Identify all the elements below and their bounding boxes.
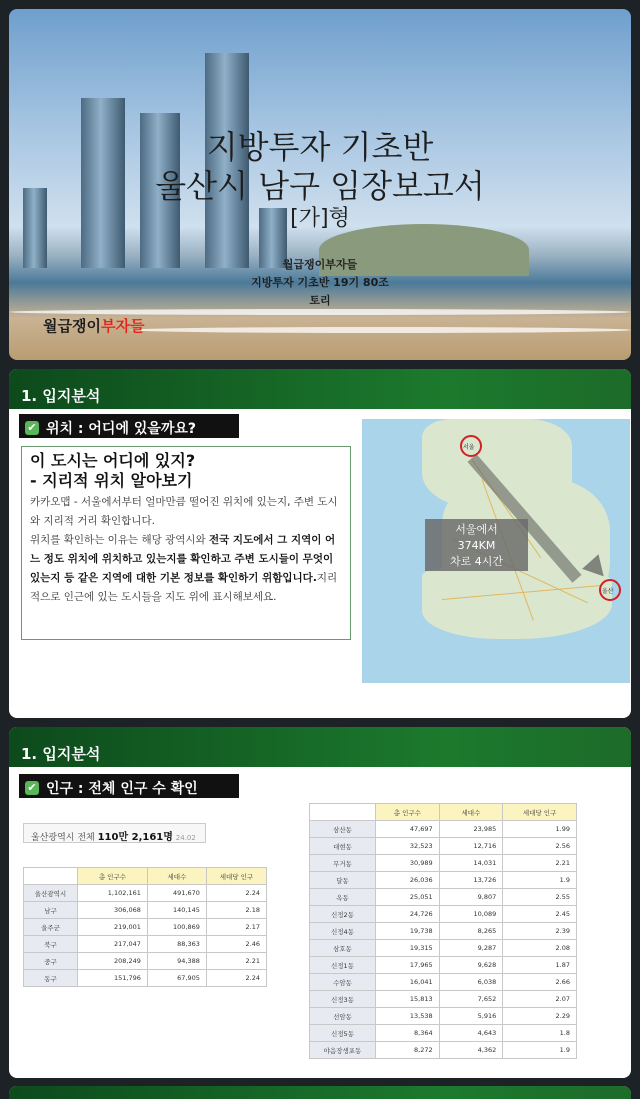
region-name-cell: 신정2동 [310, 906, 376, 923]
value-cell: 9,628 [439, 957, 503, 974]
value-cell: 19,738 [376, 923, 440, 940]
value-cell: 2.24 [206, 885, 266, 902]
value-cell: 7,652 [439, 991, 503, 1008]
column-header: 총 인구수 [376, 804, 440, 821]
table-row [310, 991, 577, 1008]
value-cell: 4,362 [439, 1042, 503, 1059]
value-cell: 15,813 [376, 991, 440, 1008]
value-cell: 8,364 [376, 1025, 440, 1042]
value-cell: 13,538 [376, 1008, 440, 1025]
table-row [310, 821, 577, 838]
region-name-cell: 선암동 [310, 1008, 376, 1025]
region-name-cell: 옥동 [310, 889, 376, 906]
region-name-cell: 중구 [24, 953, 78, 970]
value-cell: 2.07 [503, 991, 577, 1008]
table-row [310, 923, 577, 940]
region-name-cell: 울주군 [24, 919, 78, 936]
table-row [24, 885, 267, 902]
value-cell: 2.66 [503, 974, 577, 991]
value-cell: 2.45 [503, 906, 577, 923]
table-row [310, 957, 577, 974]
location-paragraph-2: 위치를 확인하는 이유는 해당 광역시와 전국 지도에서 그 지역이 어느 정도 위치에 위치하고 있는지를 확인하고 주변 도시들이 무엇이 있는지 등 같은 지역에 대한 기본 정보를 확인하기 위함입니다.지리적으로 인근에 있는 도시들을 지도 위에 표시해보세요. [30, 534, 338, 603]
value-cell: 2.17 [206, 919, 266, 936]
district-population-table [23, 867, 267, 987]
value-cell: 2.29 [503, 1008, 577, 1025]
cover-author-name: 토리 [309, 294, 331, 307]
value-cell: 1.87 [503, 957, 577, 974]
table-row [310, 940, 577, 957]
wave-image [129, 327, 631, 333]
value-cell: 208,249 [78, 953, 148, 970]
region-name-cell: 남구 [24, 902, 78, 919]
table-row [310, 872, 577, 889]
value-cell: 94,388 [147, 953, 206, 970]
table-body [310, 821, 577, 1059]
location-paragraph-1: 카카오맵 - 서울에서부터 얼마만큼 떨어진 위치에 있는지, 주변 도시와 지리적 거리 확인합니다. [30, 496, 338, 527]
section-subheader [19, 774, 239, 798]
region-name-cell: 대현동 [310, 838, 376, 855]
column-header: 세대당 인구 [206, 868, 266, 885]
table-row [310, 1042, 577, 1059]
value-cell: 9,807 [439, 889, 503, 906]
value-cell: 32,523 [376, 838, 440, 855]
value-cell: 1.99 [503, 821, 577, 838]
value-cell: 2.21 [206, 953, 266, 970]
table-row [310, 855, 577, 872]
value-cell: 1.9 [503, 872, 577, 889]
region-name-cell: 수암동 [310, 974, 376, 991]
cover-title-line1: 지방투자 기초반 [206, 128, 434, 166]
table-row [310, 1008, 577, 1025]
value-cell: 2.55 [503, 889, 577, 906]
region-name-cell: 달동 [310, 872, 376, 889]
value-cell: 6,038 [439, 974, 503, 991]
value-cell: 19,315 [376, 940, 440, 957]
value-cell: 151,796 [78, 970, 148, 987]
table-row [24, 936, 267, 953]
location-analysis-slide [9, 369, 631, 718]
value-cell: 8,265 [439, 923, 503, 940]
region-name-cell: 야음장생포동 [310, 1042, 376, 1059]
cover-title-line3: [가]형 [290, 206, 350, 231]
table-row [24, 902, 267, 919]
value-cell: 23,985 [439, 821, 503, 838]
region-name-cell: 북구 [24, 936, 78, 953]
check-icon: ✔ [25, 421, 39, 435]
value-cell: 10,089 [439, 906, 503, 923]
table-row [24, 919, 267, 936]
check-icon: ✔ [25, 781, 39, 795]
location-heading: 이 도시는 어디에 있지? [30, 451, 196, 470]
value-cell: 17,965 [376, 957, 440, 974]
region-name-cell: 신정5동 [310, 1025, 376, 1042]
region-name-cell: 동구 [24, 970, 78, 987]
value-cell: 24,726 [376, 906, 440, 923]
region-name-cell: 신정3동 [310, 991, 376, 1008]
value-cell: 306,068 [78, 902, 148, 919]
value-cell: 47,697 [376, 821, 440, 838]
table-row [310, 1025, 577, 1042]
slide-header: 1. 입지분석 [9, 369, 631, 409]
value-cell: 2.08 [503, 940, 577, 957]
slide-header [9, 1086, 631, 1099]
value-cell: 1,102,161 [78, 885, 148, 902]
location-text-box [21, 446, 351, 640]
value-cell: 2.39 [503, 923, 577, 940]
value-cell: 100,869 [147, 919, 206, 936]
dong-population-table [309, 803, 577, 1059]
population-analysis-slide [9, 727, 631, 1078]
column-header: 총 인구수 [78, 868, 148, 885]
value-cell: 16,041 [376, 974, 440, 991]
value-cell: 219,001 [78, 919, 148, 936]
cover-slide [9, 9, 631, 360]
value-cell: 2.18 [206, 902, 266, 919]
value-cell: 2.21 [503, 855, 577, 872]
table-row [310, 974, 577, 991]
table-row [310, 906, 577, 923]
column-header: 세대수 [147, 868, 206, 885]
value-cell: 12,716 [439, 838, 503, 855]
value-cell: 30,989 [376, 855, 440, 872]
region-name-cell: 신정1동 [310, 957, 376, 974]
value-cell: 1.9 [503, 1042, 577, 1059]
subheader-label: 인구 : 전체 인구 수 확인 [46, 780, 198, 797]
section-subheader [19, 414, 239, 438]
column-header: 세대당 인구 [503, 804, 577, 821]
population-summary: 울산광역시 전체 110만 2,161명 24.02 [23, 823, 206, 843]
region-name-cell: 삼호동 [310, 940, 376, 957]
region-name-cell: 울산광역시 [24, 885, 78, 902]
value-cell: 67,905 [147, 970, 206, 987]
value-cell: 5,916 [439, 1008, 503, 1025]
value-cell: 25,051 [376, 889, 440, 906]
value-cell: 140,145 [147, 902, 206, 919]
value-cell: 217,047 [78, 936, 148, 953]
cover-class-info: 지방투자 기초반 19기 80조 [251, 276, 389, 289]
value-cell: 4,643 [439, 1025, 503, 1042]
value-cell: 2.56 [503, 838, 577, 855]
subheader-label: 위치 : 어디에 있을까요? [46, 420, 197, 437]
column-header: 세대수 [439, 804, 503, 821]
brand-logo: 월급쟁이부자들 [43, 317, 145, 335]
value-cell: 13,726 [439, 872, 503, 889]
value-cell: 26,036 [376, 872, 440, 889]
slide-header: 1. 입지분석 [9, 727, 631, 767]
value-cell: 1.8 [503, 1025, 577, 1042]
table-row [310, 838, 577, 855]
distance-overlay: 서울에서 374KM 차로 4시간 [425, 519, 528, 571]
location-subheading: - 지리적 위치 알아보기 [30, 471, 193, 490]
value-cell: 9,287 [439, 940, 503, 957]
value-cell: 14,031 [439, 855, 503, 872]
cover-author-group: 월급쟁이부자들 [282, 258, 358, 271]
table-row [310, 889, 577, 906]
seoul-marker: 서울 [460, 435, 482, 457]
next-slide-partial [9, 1086, 631, 1099]
value-cell: 8,272 [376, 1042, 440, 1059]
table-body [24, 885, 267, 987]
table-row [24, 970, 267, 987]
value-cell: 88,363 [147, 936, 206, 953]
korea-map [362, 419, 630, 683]
table-row [24, 953, 267, 970]
value-cell: 491,670 [147, 885, 206, 902]
value-cell: 2.46 [206, 936, 266, 953]
value-cell: 2.24 [206, 970, 266, 987]
ulsan-marker: 울산 [599, 579, 621, 601]
region-name-cell: 무거동 [310, 855, 376, 872]
region-name-cell: 삼산동 [310, 821, 376, 838]
cover-title-line2: 울산시 남구 임장보고서 [155, 167, 485, 205]
region-name-cell: 신정4동 [310, 923, 376, 940]
